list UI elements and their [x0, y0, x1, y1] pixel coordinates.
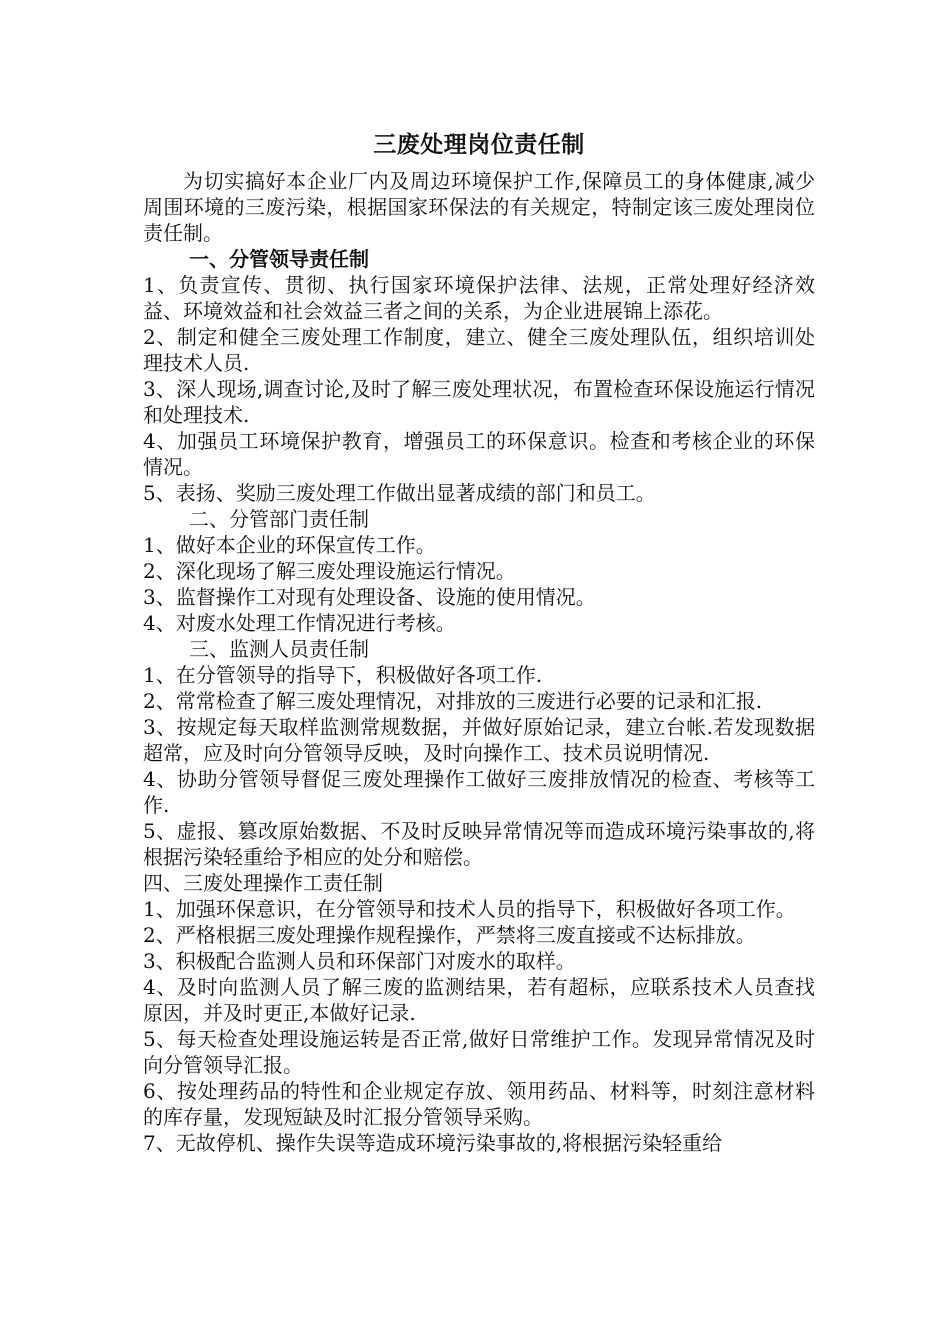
list-item: 3、监督操作工对现有处理设备、设施的使用情况。 [143, 585, 596, 609]
list-item: 1、在分管领导的指导下，积极做好各项工作. [143, 663, 543, 687]
item-list [143, 896, 815, 1156]
item-list [143, 662, 815, 870]
list-item: 3、按规定每天取样监测常规数据，并做好原始记录，建立台帐.若发现数据超常，应及时向分管领导反映，及时向操作工、技术员说明情况. [143, 715, 815, 765]
list-item: 1、做好本企业的环保宣传工作。 [143, 533, 436, 557]
document-page [143, 128, 815, 1156]
list-item: 5、虚报、篡改原始数据、不及时反映异常情况等而造成环境污染事故的,将根据污染轻重给予相应的处分和赔偿。 [143, 819, 815, 869]
item-list [143, 272, 815, 506]
list-item: 2、深化现场了解三废处理设施运行情况。 [143, 559, 516, 583]
section-heading: 三、监测人员责任制 [189, 637, 369, 661]
list-item: 1、负责宣传、贯彻、执行国家环境保护法律、法规，正常处理好经济效益、环境效益和社会效益三者之间的关系，为企业进展锦上添花。 [143, 273, 815, 323]
section-heading: 二、分管部门责任制 [189, 507, 369, 531]
section-leader-responsibility [143, 246, 815, 506]
list-item: 2、制定和健全三废处理工作制度，建立、健全三废处理队伍，组织培训处理技术人员. [143, 325, 815, 375]
list-item: 3、积极配合监测人员和环保部门对废水的取样。 [143, 949, 576, 973]
section-operator-responsibility [143, 870, 815, 1156]
item-list [143, 532, 815, 636]
list-item: 7、无故停机、操作失误等造成环境污染事故的,将根据污染轻重给 [143, 1131, 723, 1155]
list-item: 3、深人现场,调查讨论,及时了解三废处理状况，布置检查环保设施运行情况和处理技术. [143, 377, 815, 427]
document-title: 三废处理岗位责任制 [373, 131, 585, 158]
list-item: 6、按处理药品的特性和企业规定存放、领用药品、材料等，时刻注意材料的库存量，发现短缺及时汇报分管领导采购。 [143, 1079, 815, 1129]
intro-paragraph: 为切实搞好本企业厂内及周边环境保护工作,保障员工的身体健康,减少周围环境的三废污染，根据国家环保法的有关规定，特制定该三废处理岗位责任制。 [143, 169, 815, 245]
list-item: 4、协助分管领导督促三废处理操作工做好三废排放情况的检查、考核等工作. [143, 767, 815, 817]
list-item: 2、常常检查了解三废处理情况，对排放的三废进行必要的记录和汇报. [143, 689, 763, 713]
list-item: 5、表扬、奖励三废处理工作做出显著成绩的部门和员工。 [143, 481, 656, 505]
section-heading: 四、三废处理操作工责任制 [143, 871, 383, 895]
list-item: 1、加强环保意识，在分管领导和技术人员的指导下，积极做好各项工作。 [143, 897, 796, 921]
list-item: 2、严格根据三废处理操作规程操作，严禁将三废直接或不达标排放。 [143, 923, 756, 947]
list-item: 4、及时向监测人员了解三废的监测结果，若有超标，应联系技术人员查找原因，并及时更正,本做好记录. [143, 975, 815, 1025]
list-item: 5、每天检查处理设施运转是否正常,做好日常维护工作。发现异常情况及时向分管领导汇报。 [143, 1027, 815, 1077]
section-monitoring-responsibility [143, 636, 815, 870]
section-department-responsibility [143, 506, 815, 636]
list-item: 4、加强员工环境保护教育，增强员工的环保意识。检查和考核企业的环保情况。 [143, 429, 815, 479]
section-heading: 一、分管领导责任制 [189, 247, 369, 271]
list-item: 4、对废水处理工作情况进行考核。 [143, 611, 456, 635]
